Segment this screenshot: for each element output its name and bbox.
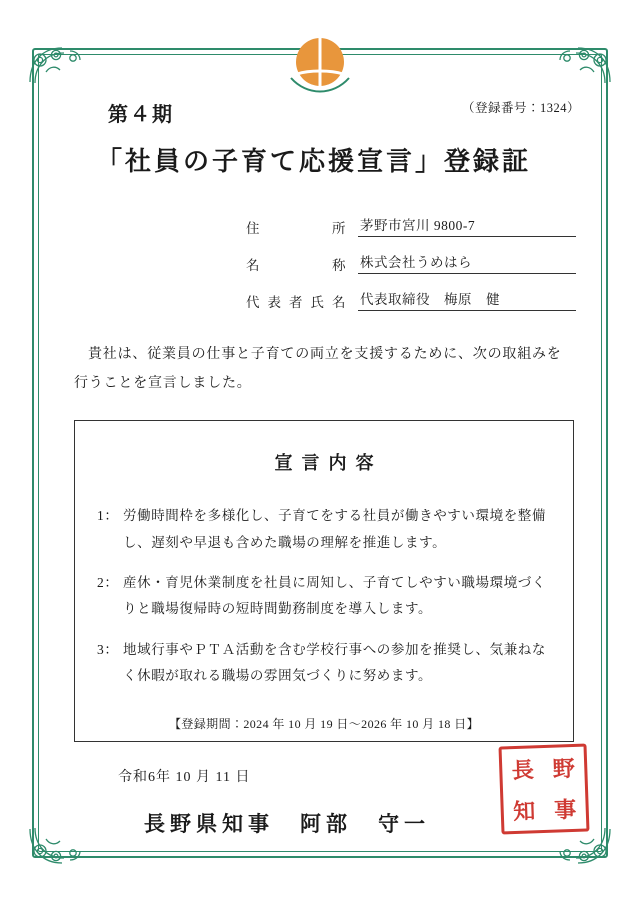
lead-paragraph: 貴社は、従業員の仕事と子育ての両立を支援するために、次の取組みを行うことを宣言しました。 (74, 347, 562, 391)
seal-character: 事 (553, 796, 577, 824)
field-row-company-name (246, 251, 576, 274)
declaration-item (97, 637, 551, 690)
declaration-box (74, 420, 574, 742)
issue-date: 令和6年 10 月 11 日 (118, 770, 251, 786)
certificate-content (60, 70, 580, 838)
seal-character: 長 (511, 757, 535, 785)
page-title: 「社員の子育て応援宣言」登録証 (96, 147, 532, 176)
seal-character: 知 (512, 798, 536, 826)
declaration-item-text: 労働時間枠を多様化し、子育てをする社員が働きやすい環境を整備し、遅刻や早退も含めた職場の理解を推進します。 (123, 508, 546, 550)
registration-number: （登録番号：1324） (461, 101, 580, 115)
field-label-company-name: 名称 (246, 258, 346, 273)
declaration-item (97, 503, 551, 556)
recipient-fields (246, 214, 576, 311)
declaration-heading: 宣言内容 (274, 453, 383, 474)
declaration-item-number: 3： (97, 641, 119, 657)
field-value-company-name: 株式会社うめはら (358, 251, 576, 274)
declaration-list (97, 503, 551, 689)
seal-character: 野 (552, 755, 576, 783)
declaration-item (97, 570, 551, 623)
declaration-item-number: 1： (97, 508, 119, 524)
field-label-address: 住所 (246, 221, 346, 236)
field-row-address (246, 214, 576, 237)
field-label-representative: 代表者氏名 (246, 295, 346, 310)
field-value-address: 茅野市宮川 9800-7 (358, 214, 576, 237)
term-label: 第４期 (108, 104, 174, 126)
declaration-item-text: 産休・育児休業制度を社員に周知し、子育てしやすい職場環境づくりと職場復帰時の短時間勤務制度を導入します。 (123, 575, 546, 617)
declaration-item-number: 2： (97, 575, 119, 590)
registration-period: 【登録期間：2024 年 10 月 19 日〜2026 年 10 月 18 日】 (168, 717, 479, 732)
field-row-representative (246, 288, 576, 311)
field-value-representative: 代表取締役 梅原 健 (358, 288, 576, 311)
official-seal (498, 743, 589, 834)
declaration-item-text: 地域行事やＰＴＡ活動を含む学校行事への参加を推奨し、気兼ねなく休暇が取れる職場の雰囲気づくりに努めます。 (123, 641, 546, 683)
signer-name: 長野県知事 阿部 守一 (144, 812, 430, 837)
